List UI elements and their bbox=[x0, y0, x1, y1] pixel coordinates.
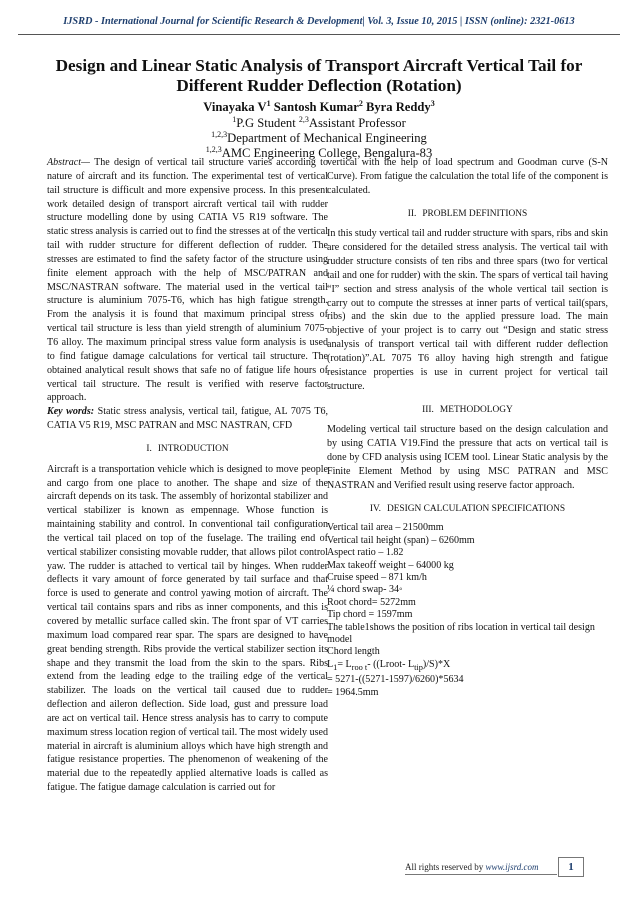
spec-line: Max takeoff weight – 64000 kg bbox=[327, 559, 454, 571]
aff-sup: 1,2,3 bbox=[205, 145, 222, 154]
section-heading-introduction bbox=[47, 443, 328, 457]
aff-sup: 2,3 bbox=[298, 115, 309, 124]
section-number: IV. bbox=[369, 503, 381, 514]
formula-part: - ((Lroot- L bbox=[367, 658, 415, 670]
page-number: 1 bbox=[558, 857, 584, 877]
section-number: II. bbox=[407, 208, 417, 219]
paper-title: Design and Linear Static Analysis of Transport Aircraft Vertical Tail for Different Rudder Deflection (Rotation) bbox=[55, 56, 583, 95]
section-number: III. bbox=[422, 404, 434, 415]
keywords-text: Static stress analysis, vertical tail, fatigue, AL 7075 T6, CATIA V5 R19, MSC PATRAN and MSC NASTRAN, CFD bbox=[47, 406, 328, 432]
spec-line: ¼ chord swap- 34◦ bbox=[327, 584, 403, 596]
spec-line: Vertical tail area – 21500mm bbox=[327, 522, 444, 534]
chord-formula bbox=[327, 659, 608, 674]
keywords bbox=[47, 405, 328, 433]
aff-text: Department of Mechanical Engineering bbox=[227, 131, 427, 146]
author-name: Byra Reddy bbox=[365, 100, 431, 115]
problem-text: In this study vertical tail and rudder structure with spars, ribs and skin are considered for the detailed stress analysis. The vertical tail with rudder structure consists of ten ribs and three spars (two for vertical tail and one for rudder) with the skin. The spars of vertical tail having “I” section and stress analysis of the whole vertical tail section is carry out to compute the stresses at inner parts of vertical tail(spars, ribs) and the skin due to the applied pressure load. The main objective of your project is to carry out “Design and static stress analysis of transport vertical tail with different rudder deflection (rotation)”.AL 7075 T6 alloy having high strength and fatigue resistance properties is use in current project for vertical tail structure. bbox=[327, 228, 608, 392]
aff-sup: 1,2,3 bbox=[211, 130, 228, 139]
section-title: DESIGN CALCULATION SPECIFICATIONS bbox=[386, 503, 566, 514]
design-specs bbox=[327, 522, 608, 699]
footer-copyright bbox=[405, 862, 539, 872]
methodology-text: Modeling vertical tail structure based on the design calculation and by using CATIA V19.Find the pressure that acts on vertical tail is done by CFD analysis using ICEM tool. Linear Static analysis by the Finite Element Method by using MSC PATRAN and MSC NASTRAN and Verified result using reserve factor approach. bbox=[327, 424, 608, 491]
section-number: I. bbox=[146, 443, 152, 454]
author-name: Santosh Kumar bbox=[273, 100, 359, 115]
aff-text: Assistant Professor bbox=[308, 116, 406, 131]
spec-line: Tip chord = 1597mm bbox=[327, 609, 413, 621]
footer-label: All rights reserved by bbox=[405, 862, 486, 872]
formula-part: )/S)*X bbox=[422, 658, 451, 670]
calc-line: = 1964.5mm bbox=[327, 686, 379, 698]
spec-line: Vertical tail height (span) – 6260mm bbox=[327, 534, 475, 546]
abstract bbox=[47, 156, 328, 405]
spec-line: The table1shows the position of ribs location in vertical tail design model bbox=[327, 621, 595, 646]
author-sup: 1 bbox=[266, 99, 271, 108]
section-heading-methodology bbox=[327, 404, 608, 418]
formula-sub: 1 bbox=[333, 662, 338, 672]
introduction-text: Aircraft is a transportation vehicle which is designed to move people and cargo from one place to another. The shape and size of the aircraft depends on its task. The assembly of horizontal stabilizer and vertical stabilizer is known as empennage. Whose function is maintaining stability and control. In conventional tail configuration the vertical tail placed on top of the fuselage. The trailing end of vertical stabilizer consisting movable rudder, that allows pilot control yaw. The rudder is attached to vertical tail by hinges. When rudder deflects it vary amount of force generated by tail surface and that force is used to generate and control yawing motion of aircraft. The vertical tail contains spars and ribs as inner components, and this is covered by metallic surface called skin. The front spar of VT carries maximum load compared rear spar. The spars are designed to have great bending strength. Ribs provide the vertical stabilizer section its shape and they transmit the load from the skin to the spars. Ribs extend from the leading edge to the trailing edge of the vertical stabilizer. The loads on the vertical tail caused due to rudder deflection and aileron deflection. Side load, gust and pressure load are act on vertical tail. Hence stress analysis has to carry to compute maximum stress location region of vertical tail. The most widely used material in aircraft is aluminium alloys which have high strength and fatigue resistance properties. The phenomenon of weakening of the material due to the repeatedly applied alternative loads is called as fatigue. The fatigue damage calculation is carried out for bbox=[47, 463, 328, 794]
aff-text: P.G Student bbox=[236, 116, 299, 131]
formula-part: L bbox=[327, 658, 334, 670]
header-rule bbox=[18, 34, 620, 35]
keywords-label: Key words: bbox=[47, 406, 95, 418]
author-sup: 3 bbox=[430, 99, 435, 108]
section-title: PROBLEM DEFINITIONS bbox=[422, 208, 528, 219]
author-sup: 2 bbox=[358, 99, 363, 108]
formula-sub: roo t bbox=[351, 662, 368, 672]
aff-sup: 1 bbox=[232, 115, 237, 124]
spec-line: Cruise speed – 871 km/h bbox=[327, 572, 427, 584]
aff-text: AMC Engineering College, Bengalura-83 bbox=[221, 146, 433, 161]
section-heading-design bbox=[327, 503, 608, 517]
section-heading-problem bbox=[327, 208, 608, 222]
introduction-continued: vertical with the help of load spectrum and Goodman curve (S-N Curve). From fatigue the calculation the total life of the component is calculated. bbox=[327, 157, 608, 196]
author-name: Vinayaka V bbox=[203, 100, 267, 115]
section-title: INTRODUCTION bbox=[157, 443, 229, 454]
formula-part: = L bbox=[337, 658, 352, 670]
formula-sub: tip bbox=[414, 662, 423, 672]
journal-header: IJSRD - International Journal for Scientific Research & Development| Vol. 3, Issue 10, 2015 | ISSN (online): 2321-0613 bbox=[63, 16, 575, 27]
footer-link[interactable]: www.ijsrd.com bbox=[485, 862, 539, 872]
abstract-label: Abstract— bbox=[47, 157, 90, 168]
footer-rule bbox=[405, 874, 557, 875]
spec-line: Chord length bbox=[327, 646, 380, 658]
section-title: METHODOLOGY bbox=[439, 404, 513, 415]
left-column bbox=[47, 156, 328, 795]
abstract-text: The design of vertical tail structure varies according to nature of aircraft and its function. The experimental test of vertical tail structure is difficult and more expensive process. In this present work detailed design of transport aircraft vertical tail with rudder structure modelling done by using CATIA V5 R19 software. The static stress analysis is carried out to find the stresses at of the vertical tail with rudder structure for different deflection of rudder. The stresses are estimated to find the safety factor of the structure using finite element approach with the help of MSC/PATRAN and MSC/NASTRAN software. The material used in the vertical tail structure is aluminium 7075-T6, which has high fatigue strength. From the analysis it is found that maximum principal stress of vertical tail structure is less than yield strength of aluminium 7075-T6 alloy. The maximum principal stress value form analysis is used to find fatigue damage calculations for vertical tail structure. The obtained analytical result shows that safe no of fatigue life hours of vertical tail structure. The result is verified with reserve factor approach. bbox=[47, 157, 328, 404]
right-column bbox=[327, 156, 608, 699]
spec-line: Aspect ratio – 1.82 bbox=[327, 547, 404, 559]
spec-line: Root chord= 5272mm bbox=[327, 596, 416, 608]
calc-line: = 5271-((5271-1597)/6260)*5634 bbox=[327, 674, 464, 686]
